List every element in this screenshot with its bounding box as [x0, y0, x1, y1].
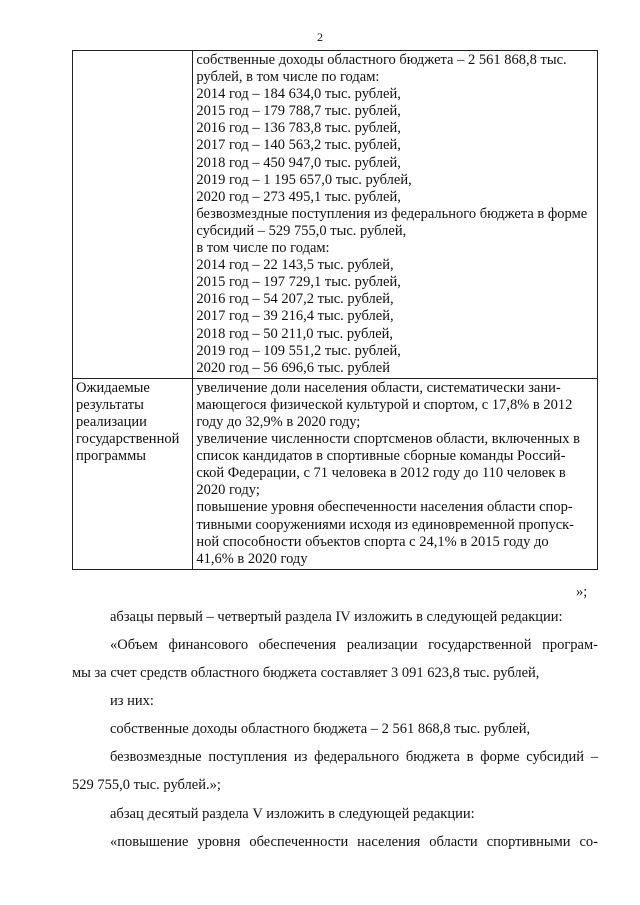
text-line: увеличение доли населения области, систематически зани- — [196, 379, 561, 396]
text-line: 2016 год – 54 207,2 тыс. рублей, — [196, 291, 394, 308]
expected-results-cell — [193, 378, 598, 569]
expected-results-label-cell — [73, 378, 193, 569]
text-line: 2014 год – 22 143,5 тыс. рублей, — [196, 257, 394, 274]
text-line: увеличение численности спортсменов области, включенных в — [196, 431, 580, 448]
paragraph-section-v: абзац десятый раздела V изложить в следующей редакции: — [110, 806, 475, 822]
text-line: 2019 год – 1 195 657,0 тыс. рублей, — [196, 171, 412, 188]
text-line: рублей, в том числе по годам: — [196, 69, 380, 86]
text-line: 2014 год – 184 634,0 тыс. рублей, — [196, 86, 401, 103]
text-line: 2017 год – 140 563,2 тыс. рублей, — [196, 137, 401, 154]
text-line: 2019 год – 109 551,2 тыс. рублей, — [196, 342, 401, 359]
page-number: 2 — [317, 30, 323, 44]
paragraph-own-revenue: собственные доходы областного бюджета – 2 561 868,8 тыс. рублей, — [110, 721, 531, 737]
label-line: реализации — [76, 413, 147, 430]
text-line: мающегося физической культурой и спортом, с 17,8% в 2012 — [196, 396, 573, 413]
table-label-cell-empty — [73, 51, 193, 379]
label-line: результаты — [76, 396, 144, 413]
text-line: году до 32,9% в 2020 году; — [196, 413, 361, 430]
text-line: тивными сооружениями исходя из единовременной пропуск- — [196, 516, 575, 533]
paragraph-volume-line2: мы за счет средств областного бюджета составляет 3 091 623,8 тыс. рублей, — [72, 665, 540, 681]
paragraph-of-them: из них: — [110, 693, 154, 709]
text-line: 41,6% в 2020 году — [196, 550, 308, 567]
table-row — [73, 51, 598, 379]
text-line: безвозмездные поступления из федерального бюджета в форме — [196, 205, 588, 222]
paragraph-sports-facilities: «повышение уровня обеспеченности населения области спортивными со- — [110, 834, 598, 850]
text-line: 2020 год – 273 495,1 тыс. рублей, — [196, 188, 401, 205]
paragraph-federal-line2: 529 755,0 тыс. рублей.»; — [72, 777, 221, 793]
table-row — [73, 378, 598, 569]
text-line: ской Федерации, с 71 человека в 2012 году до 110 человек в — [196, 465, 566, 482]
text-line: 2016 год – 136 783,8 тыс. рублей, — [196, 120, 401, 137]
text-line: 2018 год – 450 947,0 тыс. рублей, — [196, 154, 401, 171]
text-line: 2018 год – 50 211,0 тыс. рублей, — [196, 325, 394, 342]
paragraph-federal-line1: безвозмездные поступления из федерального бюджета в форме субсидий – — [110, 749, 598, 765]
label-line: государственной — [76, 431, 180, 448]
funding-details-cell — [193, 51, 598, 379]
text-line: список кандидатов в спортивные сборные команды Россий- — [196, 448, 566, 465]
text-line: 2015 год – 197 729,1 тыс. рублей, — [196, 274, 401, 291]
text-line: 2020 год – 56 696,6 тыс. рублей — [196, 359, 390, 376]
text-line: повышение уровня обеспеченности населения области спор- — [196, 499, 573, 516]
text-line: в том числе по годам: — [196, 240, 330, 257]
closing-quote: »; — [576, 584, 588, 600]
program-passport-table — [72, 50, 598, 570]
label-line: программы — [76, 448, 146, 465]
text-line: 2020 году; — [196, 482, 260, 499]
text-line: субсидий – 529 755,0 тыс. рублей, — [196, 222, 407, 239]
text-line: 2017 год – 39 216,4 тыс. рублей, — [196, 308, 394, 325]
text-line: ной способности объектов спорта с 24,1% в 2015 году до — [196, 533, 549, 550]
text-line: собственные доходы областного бюджета – 2 561 868,8 тыс. — [196, 52, 567, 68]
paragraph-volume-line1: «Объем финансового обеспечения реализации государственной програм- — [110, 637, 598, 653]
text-line: 2015 год – 179 788,7 тыс. рублей, — [196, 103, 401, 120]
paragraph-section-iv: абзацы первый – четвертый раздела IV изложить в следующей редакции: — [110, 609, 563, 625]
label-line: Ожидаемые — [76, 379, 150, 396]
